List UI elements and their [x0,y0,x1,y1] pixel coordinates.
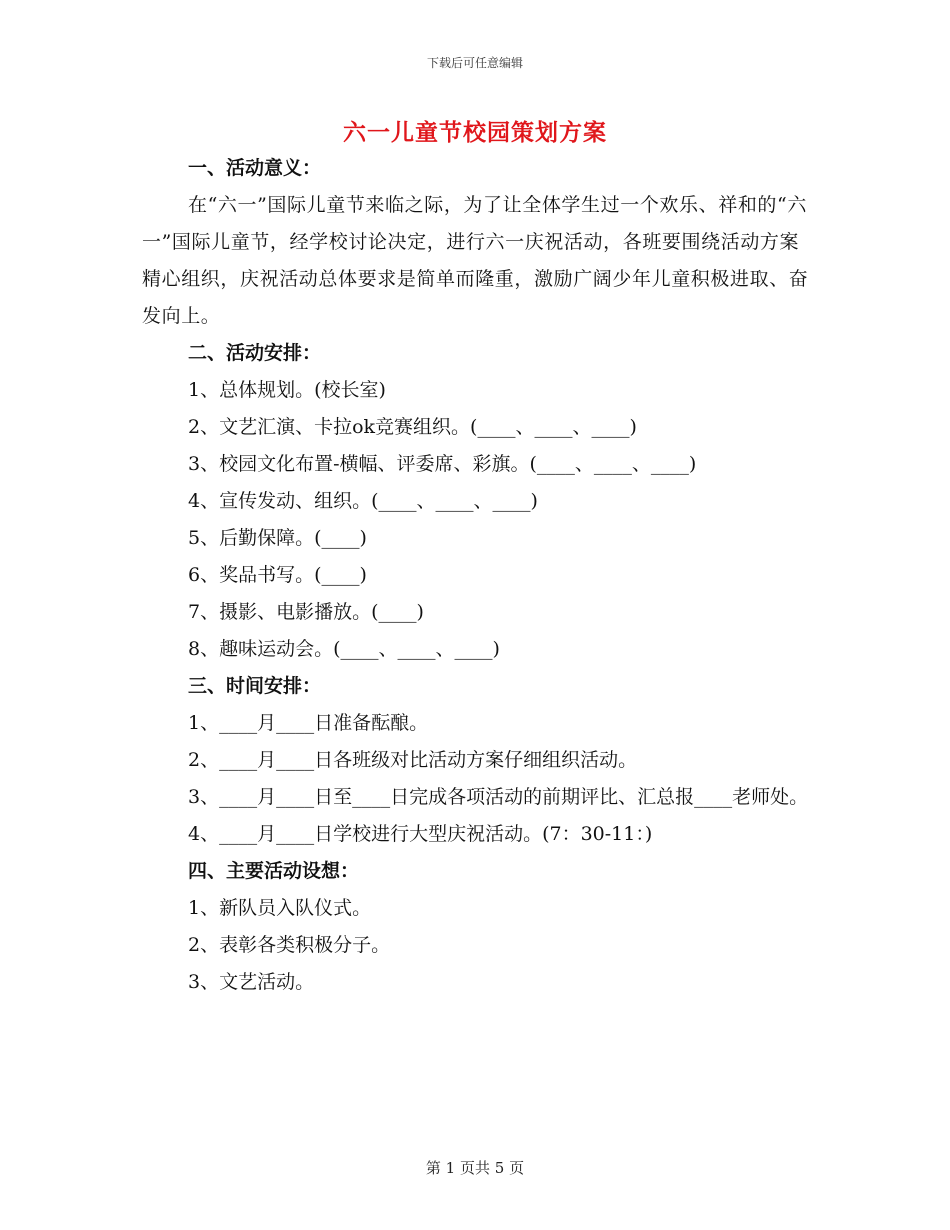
document-body [142,150,810,1001]
section-heading-activities: 四、主要活动设想： [188,860,360,882]
arrangement-item: 8、趣味运动会。(____、____、____) [188,638,500,660]
arrangement-item: 7、摄影、电影播放。(____) [188,601,424,623]
arrangement-item: 3、校园文化布置-横幅、评委席、彩旗。(____、____、____) [188,453,697,475]
arrangement-item: 6、奖品书写。(____) [188,564,367,586]
page-number: 第 1 页共 5 页 [425,1159,525,1177]
section-heading-arrangement: 二、活动安排： [188,342,322,364]
header-note: 下载后可任意编辑 [426,56,523,70]
arrangement-item: 1、总体规划。(校长室) [188,379,386,401]
arrangement-item: 4、宣传发动、组织。(____、____、____) [188,490,538,512]
schedule-item: 2、____月____日各班级对比活动方案仔细组织活动。 [188,749,638,771]
section-heading-schedule: 三、时间安排： [188,675,322,697]
schedule-item: 4、____月____日学校进行大型庆祝活动。(7：30-11：) [188,823,653,845]
arrangement-item: 2、文艺汇演、卡拉ok竞赛组织。(____、____、____) [188,416,637,438]
schedule-item: 1、____月____日准备酝酿。 [188,712,429,734]
activity-item: 1、新队员入队仪式。 [188,897,372,919]
schedule-item: 3、____月____日至____日完成各项活动的前期评比、汇总报____老师处。 [188,786,809,808]
activity-item: 3、文艺活动。 [188,971,315,993]
section-heading-significance: 一、活动意义： [188,157,322,179]
activity-item: 2、表彰各类积极分子。 [188,934,391,956]
arrangement-item: 5、后勤保障。(____) [188,527,367,549]
document-title: 六一儿童节校园策划方案 [343,119,607,146]
significance-paragraph: 在“六一”国际儿童节来临之际，为了让全体学生过一个欢乐、祥和的“六一”国际儿童节，经学校讨论决定，进行六一庆祝活动，各班要围绕活动方案精心组织，庆祝活动总体要求是简单而隆重，激励广阔少年儿童积极进取、奋发向上。 [142,194,809,327]
